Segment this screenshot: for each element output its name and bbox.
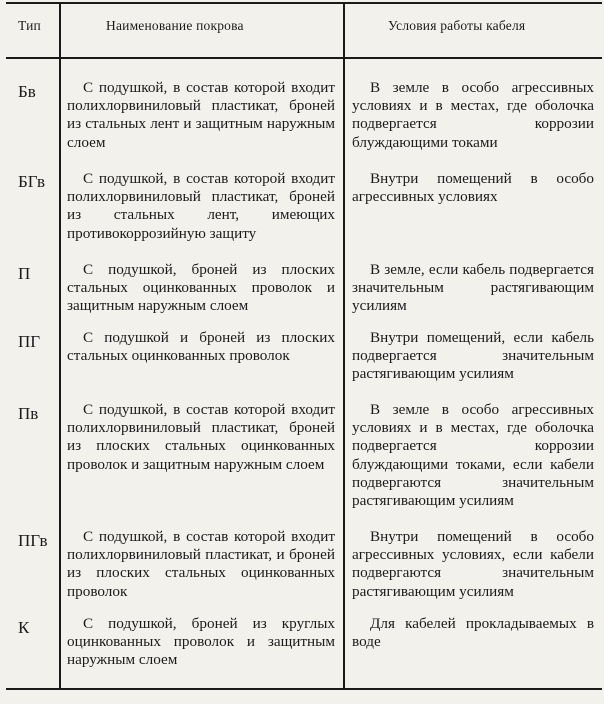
row-covering-name: С подушкой, броней из плоских стальных оцинкованных проволок и защитным наружным слоем [67, 261, 335, 315]
row-type: Бв [18, 82, 36, 101]
row-operating-conditions: Внутри помещений в особо агрессивных условиях, если кабели подвергаются значительным растягивающим усилиям [352, 528, 594, 600]
row-type: БГв [18, 172, 45, 191]
row-type: Пв [18, 404, 39, 423]
row-covering-name: С подушкой, в состав которой входит полихлорвиниловый пластикат, и броней из плоских стальных оцинкованных проволок [67, 528, 335, 600]
top-rule [6, 2, 602, 4]
row-type: ПГ [18, 332, 41, 351]
row-type: К [18, 618, 30, 637]
column-divider-1 [59, 3, 61, 689]
row-covering-name: С подушкой, в состав которой входит полихлорвиниловый пластикат, броней из стальных лент и защитным наружным слоем [67, 79, 335, 151]
row-operating-conditions: Внутри помещений в особо агрессивных условиях [352, 170, 594, 206]
header-conditions: Условия работы кабеля [388, 18, 526, 33]
row-operating-conditions: Внутри помещений, если кабель подвергается значительным растягивающим усилиям [352, 329, 594, 383]
row-covering-name: С подушкой, в состав которой входит полихлорвиниловый пластикат, броней из плоских стальных оцинкованных проволок и защитным наружным слоем [67, 401, 335, 473]
header-rule [6, 57, 602, 59]
row-type: П [18, 264, 31, 283]
row-operating-conditions: В земле в особо агрессивных условиях и в местах, где оболочка подвергается коррозии блуждающими токами [352, 79, 594, 151]
bottom-rule [6, 688, 602, 690]
row-covering-name: С подушкой, в состав которой входит полихлорвиниловый пластикат, броней из стальных лент, имеющих противокоррозийную защиту [67, 170, 335, 242]
row-operating-conditions: Для кабелей прокладываемых в воде [352, 615, 594, 651]
row-operating-conditions: В земле, если кабель подвергается значительным растягивающим усилиям [352, 261, 594, 315]
row-covering-name: С подушкой и броней из плоских стальных оцинкованных проволок [67, 329, 335, 365]
row-operating-conditions: В земле в особо агрессивных условиях и в местах, где оболочка подвергается коррозии блуждающими токами, если кабели подвергаются значительным растягивающим усилиям [352, 401, 594, 510]
header-type: Тип [18, 18, 41, 33]
column-divider-2 [343, 3, 345, 689]
row-type: ПГв [18, 531, 48, 550]
header-name: Наименование покрова [106, 18, 244, 33]
row-covering-name: С подушкой, броней из круглых оцинкованных проволок и защитным наружным слоем [67, 615, 335, 669]
